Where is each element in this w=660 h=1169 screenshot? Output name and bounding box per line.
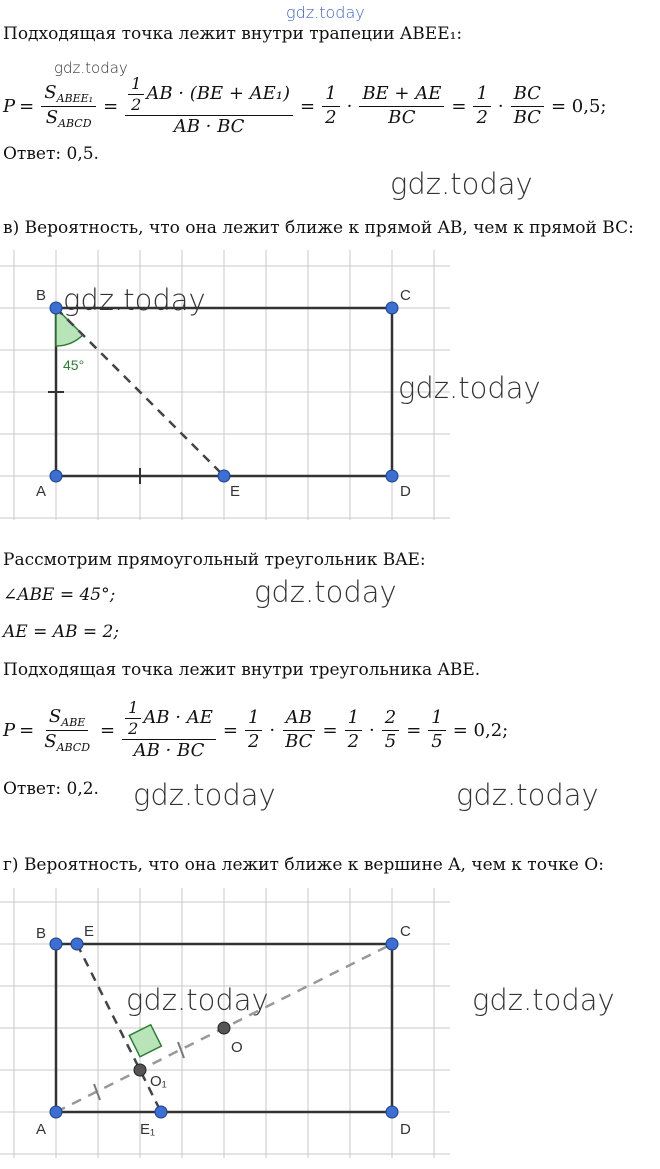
frac-den: S xyxy=(44,730,57,752)
formula-lhs: P xyxy=(3,719,16,741)
formula-lhs: P xyxy=(3,95,16,117)
frac-num-sub: ABE xyxy=(61,716,86,729)
label-e: E xyxy=(230,483,241,500)
watermark-top: gdz.today xyxy=(286,3,365,22)
frac-den: BC xyxy=(513,106,541,128)
watermark-fig2-right: gdz.today xyxy=(472,983,615,1017)
frac-den: AB · BC xyxy=(173,116,245,137)
heading-part-v: в) Вероятность, что она лежит ближе к прямой AB, чем к прямой BC: xyxy=(3,218,634,238)
frac-num: BC xyxy=(511,83,544,107)
watermark-fig1-left: gdz.today xyxy=(63,283,206,317)
point-d xyxy=(386,1106,398,1118)
watermark-fig2-center: gdz.today xyxy=(126,983,269,1017)
formula-result: = 0,2; xyxy=(452,719,509,741)
frac-den: S xyxy=(45,106,59,128)
frac-den: BC xyxy=(388,106,416,128)
watermark-fig1-right: gdz.today xyxy=(398,371,541,405)
label-e: E xyxy=(84,923,95,940)
watermark-bottom-left: gdz.today xyxy=(133,778,276,812)
point-a xyxy=(50,1106,62,1118)
coef-den: 2 xyxy=(128,719,139,738)
tick-o1o xyxy=(178,1042,184,1058)
heading-part-g: г) Вероятность, что она лежит ближе к вершине A, чем к точке O: xyxy=(3,855,604,875)
point-b xyxy=(50,302,62,314)
label-o1: O₁ xyxy=(150,1073,167,1090)
fraction-trapezoid-area xyxy=(125,74,293,139)
watermark-bottom-right: gdz.today xyxy=(456,778,599,812)
point-a xyxy=(50,470,62,482)
watermark-mid1: gdz.today xyxy=(390,167,533,201)
formula-triangle: P = $\frac{S_{ABE}}{S_{ABCD}}$ = $\frac{1}{2}$ AB · AE AB · BC = $\frac{1}{2}$ · $\frac{AB}{BC}$ = $\frac{1}{2}$ · $\frac{2}{5}$ = $\frac{1}{5}$ = 0,2; xyxy=(3,698,509,761)
figure-rectangle-g xyxy=(0,888,660,1169)
point-o1 xyxy=(134,1064,146,1076)
label-e1: E₁ xyxy=(140,1121,156,1138)
frac-num-sub: ABEE₁ xyxy=(56,92,94,105)
label-d: D xyxy=(400,483,411,500)
coef-num: 1 xyxy=(128,74,144,95)
point-e xyxy=(71,938,83,950)
frac-num: BE + AE xyxy=(359,83,444,107)
label-d: D xyxy=(400,1121,411,1138)
point-c xyxy=(386,938,398,950)
label-o: O xyxy=(231,1039,243,1056)
trapezoid-intro: Подходящая точка лежит внутри трапеции ABEE₁: xyxy=(3,24,463,44)
coef-den: 2 xyxy=(325,106,337,128)
frac-den: 5 xyxy=(431,730,443,752)
point-d xyxy=(386,470,398,482)
coef-num: 1 xyxy=(322,83,339,107)
frac-num: S xyxy=(44,82,57,103)
watermark-formula-small: gdz.today xyxy=(54,59,128,77)
frac-den: 5 xyxy=(384,730,397,752)
frac-den-sub: ABCD xyxy=(56,740,91,754)
frac-num: 2 xyxy=(382,707,399,731)
text-ae-ab: AE = AB = 2; xyxy=(3,622,120,642)
point-e1 xyxy=(155,1106,167,1118)
coef-num: 1 xyxy=(125,698,141,719)
answer-b: Ответ: 0,5. xyxy=(3,144,99,164)
label-b: B xyxy=(36,925,47,942)
label-c: C xyxy=(400,287,411,304)
coef-den: 2 xyxy=(347,730,360,752)
point-e xyxy=(218,470,230,482)
frac-num: AB · (BE + AE₁) xyxy=(146,83,291,105)
frac-den: BC xyxy=(285,730,313,752)
coef-den: 2 xyxy=(247,730,260,752)
label-a: A xyxy=(36,483,47,500)
point-c xyxy=(386,302,398,314)
label-b: B xyxy=(36,287,47,304)
label-angle-45: 45° xyxy=(63,357,85,373)
frac-num: S xyxy=(48,706,62,727)
text-angle-abe: ∠ABE = 45°; xyxy=(3,585,116,605)
watermark-mid2: gdz.today xyxy=(254,575,397,609)
formula-trapezoid: P = $\frac{S_{ABEE_1}}{S_{ABCD}}$ = $\frac{1}{2}$ AB · (BE + AE₁) AB · BC = $\frac{1}{2}$ · $\frac{BE + AE}{BC}$ = $\frac{1}{2}$ · $\frac{BC}{BC}$ = 0,5; xyxy=(3,74,607,137)
fraction-area-ratio xyxy=(41,82,96,131)
formula-result: = 0,5; xyxy=(550,95,607,117)
frac-num: AB · AE xyxy=(143,707,213,729)
frac-num: 1 xyxy=(428,707,445,731)
frac-den: AB · BC xyxy=(133,740,205,761)
text-inside-triangle: Подходящая точка лежит внутри треугольника ABE. xyxy=(3,660,481,680)
frac-num: AB xyxy=(283,707,315,731)
point-o xyxy=(218,1022,230,1034)
point-b xyxy=(50,938,62,950)
answer-v: Ответ: 0,2. xyxy=(3,779,99,799)
coef-num: 1 xyxy=(245,707,262,731)
label-c: C xyxy=(400,923,411,940)
label-a: A xyxy=(36,1121,47,1138)
coef-num: 1 xyxy=(473,83,490,107)
coef-den: 2 xyxy=(131,95,142,114)
frac-den-sub: ABCD xyxy=(58,116,92,130)
text-consider-triangle: Рассмотрим прямоугольный треугольник BAE: xyxy=(3,550,426,570)
coef-den: 2 xyxy=(476,106,488,128)
coef-num: 1 xyxy=(345,707,362,731)
right-angle-marker xyxy=(129,1025,161,1057)
